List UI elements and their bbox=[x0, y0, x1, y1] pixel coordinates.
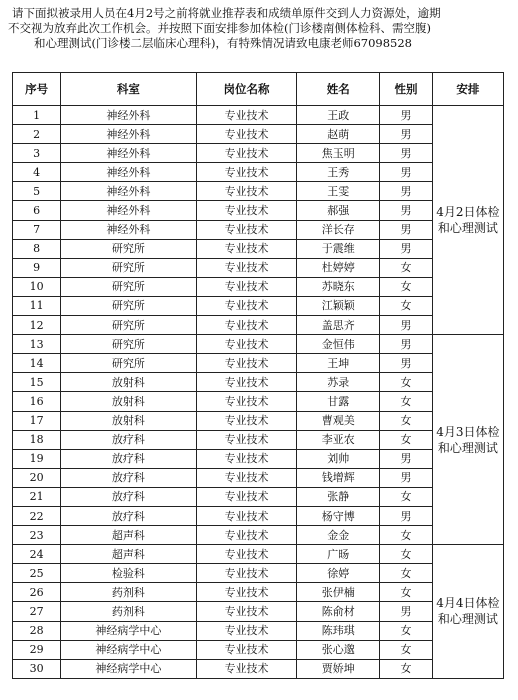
table-row bbox=[13, 583, 504, 602]
cell-index: 19 bbox=[13, 449, 61, 468]
cell-position: 专业技术 bbox=[196, 220, 297, 239]
cell-name: 江颖颖 bbox=[297, 296, 380, 315]
cell-index: 16 bbox=[13, 392, 61, 411]
header-index: 序号 bbox=[13, 73, 61, 106]
cell-department: 研究所 bbox=[61, 258, 196, 277]
cell-position: 专业技术 bbox=[196, 545, 297, 564]
cell-name: 焦玉明 bbox=[297, 144, 380, 163]
table-row bbox=[13, 106, 504, 125]
cell-gender: 女 bbox=[380, 526, 433, 545]
cell-index: 22 bbox=[13, 506, 61, 525]
cell-department: 药剂科 bbox=[61, 583, 196, 602]
table-row bbox=[13, 468, 504, 487]
cell-department: 神经外科 bbox=[61, 220, 196, 239]
cell-department: 神经病学中心 bbox=[61, 640, 196, 659]
cell-index: 18 bbox=[13, 430, 61, 449]
cell-position: 专业技术 bbox=[196, 392, 297, 411]
cell-gender: 男 bbox=[380, 335, 433, 354]
table-row bbox=[13, 621, 504, 640]
cell-department: 研究所 bbox=[61, 296, 196, 315]
cell-gender: 男 bbox=[380, 201, 433, 220]
cell-name: 杜婷婷 bbox=[297, 258, 380, 277]
cell-position: 专业技术 bbox=[196, 258, 297, 277]
table-row bbox=[13, 316, 504, 335]
cell-department: 放疗科 bbox=[61, 468, 196, 487]
cell-position: 专业技术 bbox=[196, 125, 297, 144]
cell-index: 6 bbox=[13, 201, 61, 220]
cell-index: 4 bbox=[13, 163, 61, 182]
cell-gender: 男 bbox=[380, 144, 433, 163]
table-row bbox=[13, 201, 504, 220]
cell-position: 专业技术 bbox=[196, 182, 297, 201]
table-row bbox=[13, 430, 504, 449]
cell-department: 神经外科 bbox=[61, 182, 196, 201]
cell-index: 26 bbox=[13, 583, 61, 602]
cell-gender: 女 bbox=[380, 545, 433, 564]
cell-index: 27 bbox=[13, 602, 61, 621]
cell-gender: 男 bbox=[380, 239, 433, 258]
cell-position: 专业技术 bbox=[196, 239, 297, 258]
cell-name: 赵萌 bbox=[297, 125, 380, 144]
cell-gender: 女 bbox=[380, 583, 433, 602]
cell-gender: 男 bbox=[380, 220, 433, 239]
table-row bbox=[13, 411, 504, 430]
cell-name: 郝强 bbox=[297, 201, 380, 220]
table-row bbox=[13, 277, 504, 296]
cell-name: 苏晓东 bbox=[297, 277, 380, 296]
cell-index: 25 bbox=[13, 564, 61, 583]
table-row bbox=[13, 602, 504, 621]
cell-position: 专业技术 bbox=[196, 296, 297, 315]
cell-gender: 女 bbox=[380, 487, 433, 506]
cell-position: 专业技术 bbox=[196, 106, 297, 125]
cell-gender: 女 bbox=[380, 621, 433, 640]
cell-position: 专业技术 bbox=[196, 163, 297, 182]
cell-index: 21 bbox=[13, 487, 61, 506]
arrangement-cell: 4月2日体检和心理测试 bbox=[432, 106, 503, 335]
notice-text bbox=[8, 6, 508, 51]
cell-department: 超声科 bbox=[61, 545, 196, 564]
recruit-table bbox=[12, 72, 504, 679]
cell-index: 28 bbox=[13, 621, 61, 640]
cell-gender: 男 bbox=[380, 316, 433, 335]
cell-name: 于震维 bbox=[297, 239, 380, 258]
cell-gender: 女 bbox=[380, 640, 433, 659]
cell-name: 甘露 bbox=[297, 392, 380, 411]
table-body bbox=[13, 106, 504, 679]
cell-department: 放疗科 bbox=[61, 487, 196, 506]
notice-line-3: 和心理测试(门诊楼二层临床心理科)，有特殊情况请致电康老师67098528 bbox=[34, 36, 413, 50]
cell-position: 专业技术 bbox=[196, 640, 297, 659]
cell-index: 23 bbox=[13, 526, 61, 545]
cell-department: 神经病学中心 bbox=[61, 659, 196, 678]
arrangement-cell: 4月3日体检和心理测试 bbox=[432, 335, 503, 545]
cell-department: 神经外科 bbox=[61, 163, 196, 182]
cell-index: 30 bbox=[13, 659, 61, 678]
cell-index: 15 bbox=[13, 373, 61, 392]
cell-position: 专业技术 bbox=[196, 354, 297, 373]
table-row bbox=[13, 163, 504, 182]
cell-name: 杨守博 bbox=[297, 506, 380, 525]
table-row bbox=[13, 220, 504, 239]
cell-gender: 女 bbox=[380, 411, 433, 430]
table-row bbox=[13, 392, 504, 411]
cell-index: 3 bbox=[13, 144, 61, 163]
header-name: 姓名 bbox=[297, 73, 380, 106]
cell-name: 张心邈 bbox=[297, 640, 380, 659]
cell-name: 洋长存 bbox=[297, 220, 380, 239]
cell-department: 研究所 bbox=[61, 316, 196, 335]
cell-position: 专业技术 bbox=[196, 468, 297, 487]
cell-index: 13 bbox=[13, 335, 61, 354]
cell-gender: 女 bbox=[380, 564, 433, 583]
cell-department: 研究所 bbox=[61, 335, 196, 354]
cell-department: 神经外科 bbox=[61, 106, 196, 125]
cell-gender: 女 bbox=[380, 659, 433, 678]
table-row bbox=[13, 125, 504, 144]
cell-position: 专业技术 bbox=[196, 316, 297, 335]
cell-name: 金金 bbox=[297, 526, 380, 545]
cell-gender: 男 bbox=[380, 125, 433, 144]
table-row bbox=[13, 564, 504, 583]
table-row bbox=[13, 354, 504, 373]
header-arrangement: 安排 bbox=[432, 73, 503, 106]
arrangement-cell: 4月4日体检和心理测试 bbox=[432, 545, 503, 679]
cell-index: 24 bbox=[13, 545, 61, 564]
cell-name: 徐婷 bbox=[297, 564, 380, 583]
cell-index: 17 bbox=[13, 411, 61, 430]
notice-line-2: 不交视为放弃此次工作机会。并按照下面安排参加体检(门诊楼南侧体检科、需空腹) bbox=[8, 21, 431, 35]
cell-department: 超声科 bbox=[61, 526, 196, 545]
cell-department: 研究所 bbox=[61, 277, 196, 296]
cell-department: 放射科 bbox=[61, 373, 196, 392]
cell-department: 放疗科 bbox=[61, 449, 196, 468]
cell-position: 专业技术 bbox=[196, 335, 297, 354]
cell-position: 专业技术 bbox=[196, 526, 297, 545]
table-row bbox=[13, 640, 504, 659]
cell-gender: 男 bbox=[380, 182, 433, 201]
cell-gender: 男 bbox=[380, 354, 433, 373]
table-row bbox=[13, 545, 504, 564]
cell-name: 钱增辉 bbox=[297, 468, 380, 487]
notice-line-1: 请下面拟被录用人员在4月2号之前将就业推荐表和成绩单原件交到人力资源处，逾期 bbox=[12, 6, 441, 20]
cell-department: 神经外科 bbox=[61, 201, 196, 220]
cell-department: 放疗科 bbox=[61, 430, 196, 449]
cell-index: 14 bbox=[13, 354, 61, 373]
cell-name: 王坤 bbox=[297, 354, 380, 373]
cell-department: 神经外科 bbox=[61, 125, 196, 144]
cell-position: 专业技术 bbox=[196, 201, 297, 220]
cell-gender: 女 bbox=[380, 392, 433, 411]
cell-position: 专业技术 bbox=[196, 430, 297, 449]
cell-department: 神经外科 bbox=[61, 144, 196, 163]
cell-name: 王政 bbox=[297, 106, 380, 125]
cell-position: 专业技术 bbox=[196, 277, 297, 296]
table-row bbox=[13, 526, 504, 545]
cell-name: 陈玮琪 bbox=[297, 621, 380, 640]
cell-name: 王雯 bbox=[297, 182, 380, 201]
cell-index: 8 bbox=[13, 239, 61, 258]
cell-department: 检验科 bbox=[61, 564, 196, 583]
cell-index: 1 bbox=[13, 106, 61, 125]
cell-department: 放射科 bbox=[61, 392, 196, 411]
cell-gender: 男 bbox=[380, 449, 433, 468]
header-position: 岗位名称 bbox=[196, 73, 297, 106]
cell-index: 12 bbox=[13, 316, 61, 335]
cell-name: 刘帅 bbox=[297, 449, 380, 468]
cell-index: 29 bbox=[13, 640, 61, 659]
table-row bbox=[13, 373, 504, 392]
cell-gender: 女 bbox=[380, 430, 433, 449]
cell-name: 金恒伟 bbox=[297, 335, 380, 354]
cell-name: 盖思齐 bbox=[297, 316, 380, 335]
table-row bbox=[13, 144, 504, 163]
cell-department: 药剂科 bbox=[61, 602, 196, 621]
table-header-row bbox=[13, 73, 504, 106]
cell-gender: 女 bbox=[380, 277, 433, 296]
cell-index: 7 bbox=[13, 220, 61, 239]
cell-gender: 男 bbox=[380, 506, 433, 525]
cell-index: 20 bbox=[13, 468, 61, 487]
table-row bbox=[13, 335, 504, 354]
cell-position: 专业技术 bbox=[196, 506, 297, 525]
cell-name: 贾娇坤 bbox=[297, 659, 380, 678]
table-row bbox=[13, 487, 504, 506]
cell-gender: 男 bbox=[380, 468, 433, 487]
cell-index: 5 bbox=[13, 182, 61, 201]
cell-department: 神经病学中心 bbox=[61, 621, 196, 640]
cell-index: 11 bbox=[13, 296, 61, 315]
cell-position: 专业技术 bbox=[196, 583, 297, 602]
table-row bbox=[13, 296, 504, 315]
cell-name: 张伊楠 bbox=[297, 583, 380, 602]
cell-position: 专业技术 bbox=[196, 487, 297, 506]
cell-name: 广旸 bbox=[297, 545, 380, 564]
cell-department: 研究所 bbox=[61, 239, 196, 258]
table-row bbox=[13, 506, 504, 525]
cell-index: 10 bbox=[13, 277, 61, 296]
table-row bbox=[13, 182, 504, 201]
cell-gender: 女 bbox=[380, 296, 433, 315]
cell-index: 2 bbox=[13, 125, 61, 144]
cell-position: 专业技术 bbox=[196, 373, 297, 392]
cell-department: 放疗科 bbox=[61, 506, 196, 525]
header-gender: 性别 bbox=[380, 73, 433, 106]
cell-name: 陈俞材 bbox=[297, 602, 380, 621]
cell-index: 9 bbox=[13, 258, 61, 277]
cell-gender: 男 bbox=[380, 106, 433, 125]
cell-position: 专业技术 bbox=[196, 411, 297, 430]
cell-department: 研究所 bbox=[61, 354, 196, 373]
cell-name: 苏录 bbox=[297, 373, 380, 392]
cell-position: 专业技术 bbox=[196, 449, 297, 468]
cell-position: 专业技术 bbox=[196, 602, 297, 621]
table-row bbox=[13, 239, 504, 258]
cell-name: 王秀 bbox=[297, 163, 380, 182]
cell-gender: 女 bbox=[380, 373, 433, 392]
cell-department: 放射科 bbox=[61, 411, 196, 430]
cell-position: 专业技术 bbox=[196, 144, 297, 163]
header-department: 科室 bbox=[61, 73, 196, 106]
table-row bbox=[13, 659, 504, 678]
cell-position: 专业技术 bbox=[196, 659, 297, 678]
cell-gender: 男 bbox=[380, 163, 433, 182]
cell-name: 曹观美 bbox=[297, 411, 380, 430]
cell-gender: 女 bbox=[380, 258, 433, 277]
cell-name: 张静 bbox=[297, 487, 380, 506]
cell-position: 专业技术 bbox=[196, 564, 297, 583]
table-row bbox=[13, 449, 504, 468]
table-row bbox=[13, 258, 504, 277]
cell-position: 专业技术 bbox=[196, 621, 297, 640]
cell-gender: 男 bbox=[380, 602, 433, 621]
cell-name: 李亚农 bbox=[297, 430, 380, 449]
